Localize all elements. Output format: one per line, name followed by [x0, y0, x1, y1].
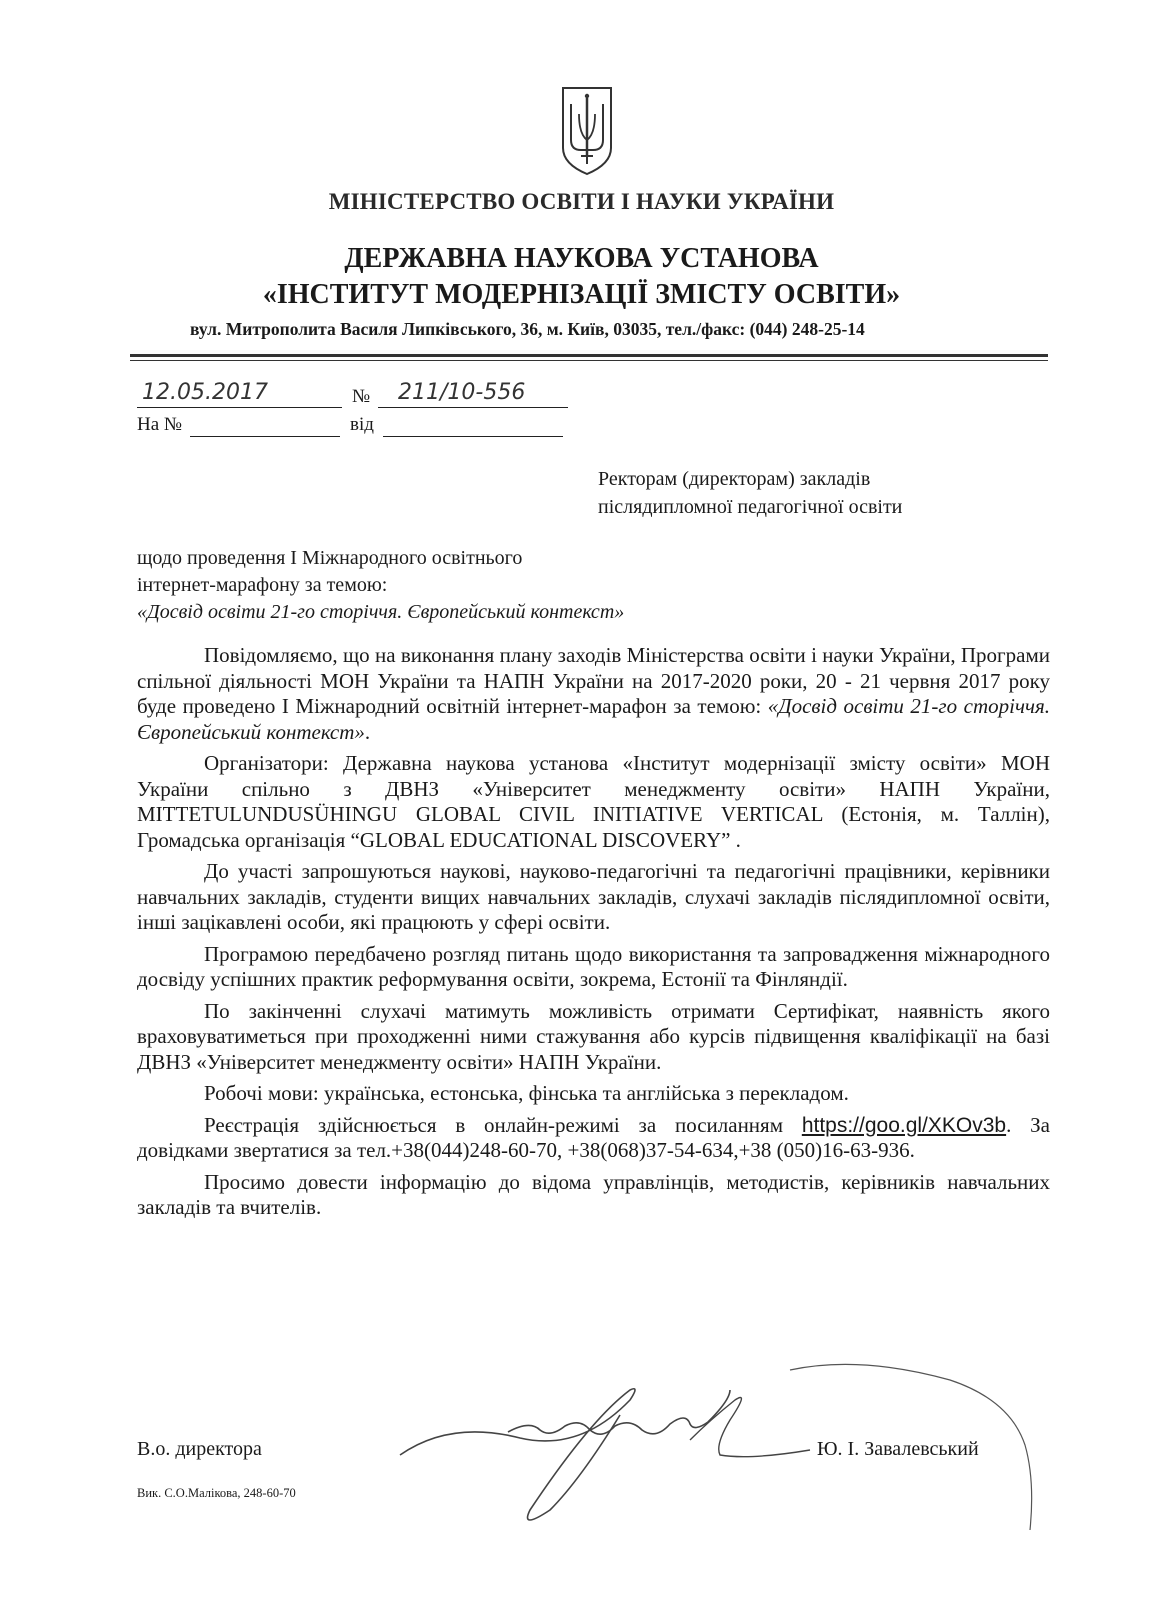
reference-date-underline: [383, 436, 563, 437]
outgoing-date: 12.05.2017: [142, 380, 268, 405]
addressee: [598, 465, 902, 521]
date-underline: [137, 407, 342, 408]
header-divider: [130, 354, 1048, 357]
institution-name-line1: ДЕРЖАВНА НАУКОВА УСТАНОВА: [344, 243, 819, 274]
event-topic: «Досвід освіти 21-го сторіччя. Європейський контекст»: [137, 694, 1050, 744]
body-paragraph: Програмою передбачено розгляд питань щодо використання та запровадження міжнародного досвіду успішних практик реформування освіти, зокрема, Естонії та Фінляндії.: [137, 941, 1050, 991]
registration-link[interactable]: https://goo.gl/XKOv3b: [801, 1113, 1007, 1137]
subject-line: щодо проведення І Міжнародного освітнього: [137, 547, 523, 569]
header-divider-thin: [130, 360, 1048, 361]
body-paragraph: Повідомляємо, що на виконання плану заходів Міністерства освіти і науки України, Програми спільної діяльності МОН України та НАПН України на 2017-2020 роки, 20 - 21 червня 2017 року буде проведено І Міжнародний освітній інтернет-марафон за темою: «Досвід освіти 21-го сторіччя. Європейський контекст».: [137, 643, 1050, 744]
institution-name-line2: «ІНСТИТУТ МОДЕРНІЗАЦІЇ ЗМІСТУ ОСВІТИ»: [262, 279, 901, 310]
number-label: №: [352, 386, 371, 407]
signatory-name: Ю. І. Завалевський: [817, 1438, 979, 1460]
body-paragraph: Реєстрація здійснюється в онлайн-режимі за посиланням https://goo.gl/XKOv3b. За довідками звертатися за тел.+38(044)248-60-70, +38(068)37-54-634,+38 (050)16-63-936.: [137, 1112, 1051, 1162]
executor-note: Вик. С.О.Малікова, 248-60-70: [137, 1486, 296, 1500]
body-paragraph: По закінченні слухачі матимуть можливість отримати Сертифікат, наявність якого враховуватиметься при проходженні ними стажування або курсів підвищення кваліфікації на базі ДВНЗ «Університет менеджменту освіти» НАПН України.: [137, 998, 1050, 1074]
subject: [137, 545, 624, 626]
ministry-name: МІНІСТЕРСТВО ОСВІТИ І НАУКИ УКРАЇНИ: [328, 189, 835, 214]
addressee-line: післядипломної педагогічної освіти: [598, 496, 903, 518]
reference-number-label: На №: [137, 414, 183, 435]
subject-topic: «Досвід освіти 21-го сторіччя. Європейський контекст»: [137, 601, 625, 623]
body-paragraph: До участі запрошуються наукові, науково-педагогічні та педагогічні працівники, керівники навчальних закладів, студенти вищих навчальних закладів, слухачі закладів післядипломної освіти, інші зацікавлені особи, які працюють у сфері освіти.: [137, 859, 1050, 934]
signatory-position: В.о. директора: [137, 1438, 262, 1460]
institution-address: вул. Митрополита Василя Липківського, 36, м. Київ, 03035, тел./факс: (044) 248-25-14: [190, 319, 865, 339]
reference-date-label: від: [350, 414, 374, 435]
subject-line: інтернет-марафону за темою:: [137, 574, 388, 596]
outgoing-number: 211/10-556: [398, 380, 526, 405]
body-paragraph: Організатори: Державна наукова установа «Інститут модернізації змісту освіти» МОН України спільно з ДВНЗ «Університет менеджменту освіти» НАПН України, MITTETULUNDUSÜHINGU GLOBAL CIVIL INITIATIVE VERTICAL (Естонія, м. Таллін), Громадська організація “GLOBAL EDUCATIONAL DISCOVERY” .: [137, 751, 1050, 852]
letter-body: [137, 643, 1050, 1227]
number-underline: [378, 407, 568, 408]
body-paragraph: Робочі мови: українська, естонська, фінська та англійська з перекладом.: [204, 1081, 849, 1105]
addressee-line: Ректорам (директорам) закладів: [598, 468, 871, 490]
reference-number-underline: [190, 436, 340, 437]
body-paragraph: Просимо довести інформацію до відома управлінців, методистів, керівників навчальних закладів та вчителів.: [137, 1169, 1050, 1219]
trident-icon: [559, 84, 615, 178]
